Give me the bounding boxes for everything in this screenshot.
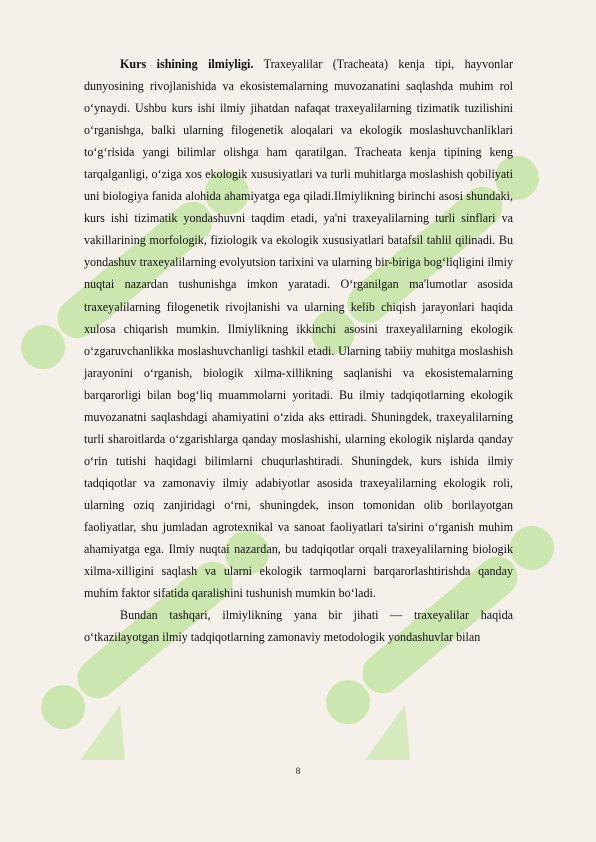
paragraph-text: Traxeyalilar (Tracheata) kenja tipi, hayvonlar dunyosining rivojlanishida va ekosistemalarning muvozanatini saqlashda muhim rol o‘ynaydi. Ushbu kurs ishi ilmiy jihatdan nafaqat traxeyalilarning tizimatik tuzilishini o‘rganishga, balki ularning filogenetik aloqalari va ekologik moslashuvchanliklari to‘g‘risida yangi bilimlar olishga ham qaratilgan. Tracheata kenja tipining keng tarqalganligi, o‘ziga xos ekologik xususiyatlari va turli muhitlarga moslashish qobiliyati uni biologiya fanida alohida ahamiyatga ega qiladi.Ilmiylikning birinchi asosi shundaki, kurs ishi tizimatik yondashuvni taqdim etadi, ya'ni traxeyalilarning turli sinflari va vakillarining morfologik, fiziologik va ekologik xususiyatlari batafsil tahlil qilinadi. Bu yondashuv traxeyalilarning evolyutsion tarixini va ularning bir-biriga bog‘liqligini ilmiy nuqtai nazardan tushunishga imkon yaratadi. O‘rganilgan ma'lumotlar asosida traxeyalilarning filogenetik rivojlanishi va ularning kelib chiqish jarayonlari haqida xulosa chiqarish mumkin. Ilmiylikning ikkinchi asosini traxeyalilarning ekologik o‘zgaruvchanlikka moslashuvchanligi tashkil etadi. Ularning tabiiy muhitga moslashish jarayonini o‘rganish, biologik xilma-xillikning saqlanishi va ekosistemalarning barqarorligi bilan bog‘liq muammolarni yoritadi. Bu ilmiy tadqiqotlarning ekologik muvozanatni saqlashdagi ahamiyatini o‘zida aks ettiradi. Shuningdek, traxeyalilarning turli sharoitlarda o‘zgarishlarga qanday moslashishi, ularning ekologik nişlarda qanday o‘rin tutishi haqidagi bilimlarni chuqurlashtiradi. Shuningdek, kurs ishida ilmiy tadqiqotlar va zamonaviy ilmiy adabiyotlar asosida traxeyalilarning ekologik roli, ularning oziq zanjiridagi o‘rni, shuningdek, inson tomonidan olib borilayotgan faoliyatlar, shu jumladan agrotexnikal va sanoat faoliyatlari ta'sirini o‘rganish muhim ahamiyatga ega. Ilmiy nuqtai nazardan, bu tadqiqotlar orqali traxeyalilarning biologik xilma-xilligini saqlash va ularni ekologik tarmoqlarni barqarorlashtirishda qanday muhim faktor sifatida qaralishini tushunish mumkin bo‘ladi.	[84, 57, 513, 601]
paragraph-text: Bundan tashqari, ilmiylikning yana bir jihati — traxeyalilar haqida o‘tkazilayotgan ilmiy tadqiqotlarning zamonaviy metodologik yondashuvlar bilan	[84, 608, 513, 645]
paragraph-additional-aspect	[84, 604, 513, 648]
section-heading-inline: Kurs ishining ilmiyligi.	[120, 57, 254, 71]
paragraph-scientific-basis	[84, 53, 513, 604]
page-number: 8	[295, 767, 301, 777]
page-content	[84, 53, 513, 648]
